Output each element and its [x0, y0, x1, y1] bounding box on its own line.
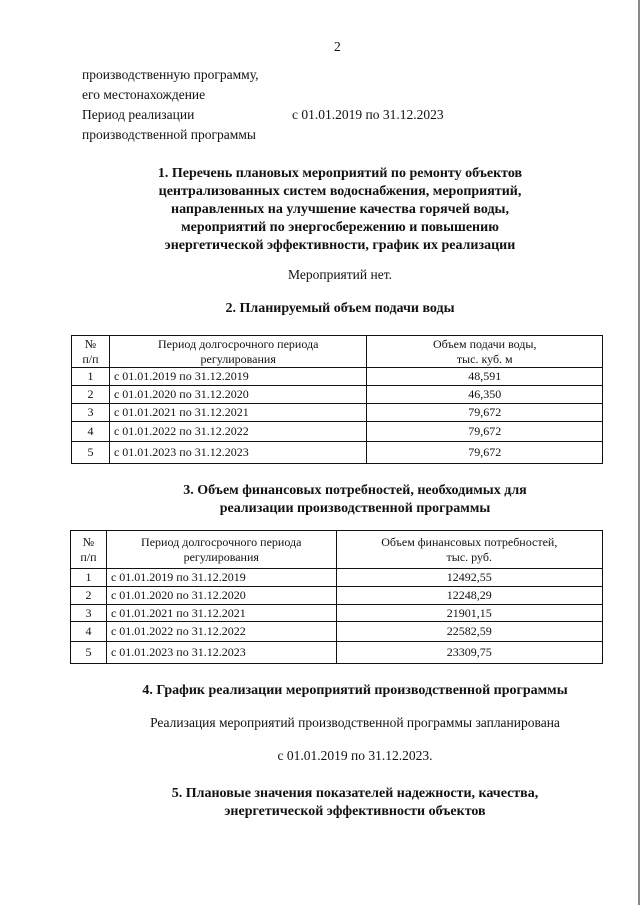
section-4-text-line-2: с 01.01.2019 по 31.12.2023. — [277, 748, 433, 763]
section-3-title — [60, 482, 640, 518]
row-value: 79,672 — [367, 442, 603, 464]
section-3-title-line: 3. Объем финансовых потребностей, необходимых для — [183, 483, 527, 498]
table-row — [71, 569, 603, 587]
table-row — [71, 605, 603, 622]
row-period: с 01.01.2022 по 31.12.2022 — [109, 422, 367, 442]
section-1-title-line: 1. Перечень плановых мероприятий по ремонту объектов — [157, 166, 523, 181]
section-2-title: 2. Планируемый объем подачи воды — [225, 301, 455, 316]
header-text: регулирования — [200, 351, 276, 366]
row-value: 12492,55 — [336, 569, 602, 587]
table-header-row — [71, 531, 603, 569]
header-period — [109, 336, 367, 368]
section-5-title-line: энергетической эффективности объектов — [224, 804, 486, 819]
row-number: 4 — [72, 422, 110, 442]
section-4-title: 4. График реализации мероприятий производственной программы — [142, 683, 568, 698]
section-1-title-line: централизованных систем водоснабжения, мероприятий, — [158, 184, 522, 199]
header-text: п/п — [80, 549, 97, 564]
header-number — [72, 336, 110, 368]
period-value: с 01.01.2019 по 31.12.2023 — [292, 107, 444, 122]
row-value: 21901,15 — [336, 605, 602, 622]
section-5-title-line: 5. Плановые значения показателей надежности, качества, — [171, 786, 539, 801]
section-4-text-line-1: Реализация мероприятий производственной программы запланирована — [150, 715, 560, 730]
header-financial — [336, 531, 602, 569]
row-number: 1 — [71, 569, 107, 587]
row-period: с 01.01.2019 по 31.12.2019 — [106, 569, 336, 587]
section-1-title-line: направленных на улучшение качества горячей воды, — [171, 202, 509, 217]
row-period: с 01.01.2020 по 31.12.2020 — [106, 587, 336, 605]
section-5-title — [60, 785, 640, 821]
table-row — [72, 386, 603, 404]
row-period: с 01.01.2021 по 31.12.2021 — [109, 404, 367, 422]
row-value: 22582,59 — [336, 622, 602, 642]
header-text: тыс. куб. м — [456, 351, 513, 366]
row-number: 4 — [71, 622, 107, 642]
table-row — [72, 422, 603, 442]
row-period: с 01.01.2023 по 31.12.2023 — [109, 442, 367, 464]
header-line-3: Период реализации — [82, 107, 195, 122]
row-period: с 01.01.2021 по 31.12.2021 — [106, 605, 336, 622]
row-value: 48,591 — [367, 368, 603, 386]
table-row — [71, 642, 603, 664]
header-text: Период долгосрочного периода — [158, 336, 319, 351]
row-value: 23309,75 — [336, 642, 602, 664]
section-1-title — [60, 165, 620, 255]
header-number — [71, 531, 107, 569]
section-1-title-line: энергетической эффективности, график их реализации — [164, 238, 516, 253]
row-value: 79,672 — [367, 422, 603, 442]
table-header-row — [72, 336, 603, 368]
row-value: 79,672 — [367, 404, 603, 422]
header-text: Период долгосрочного периода — [141, 534, 302, 549]
row-value: 12248,29 — [336, 587, 602, 605]
row-number: 3 — [71, 605, 107, 622]
table-row — [71, 587, 603, 605]
section-1-text: Мероприятий нет. — [288, 267, 392, 282]
table-row — [71, 622, 603, 642]
header-line-4: производственной программы — [82, 127, 256, 142]
header-period — [106, 531, 336, 569]
header-text: тыс. руб. — [446, 549, 492, 564]
row-number: 5 — [72, 442, 110, 464]
row-period: с 01.01.2023 по 31.12.2023 — [106, 642, 336, 664]
header-line-2: его местонахождение — [82, 87, 206, 102]
header-volume — [367, 336, 603, 368]
table-row — [72, 404, 603, 422]
header-text: Объем финансовых потребностей, — [381, 534, 558, 549]
header-text: регулирования — [183, 549, 259, 564]
header-text: п/п — [82, 351, 99, 366]
section-3-title-line: реализации производственной программы — [219, 501, 491, 516]
row-period: с 01.01.2022 по 31.12.2022 — [106, 622, 336, 642]
row-value: 46,350 — [367, 386, 603, 404]
water-volume-table — [71, 335, 603, 464]
header-text: Объем подачи воды, — [432, 336, 537, 351]
row-number: 2 — [72, 386, 110, 404]
row-number: 5 — [71, 642, 107, 664]
row-period: с 01.01.2019 по 31.12.2019 — [109, 368, 367, 386]
row-number: 2 — [71, 587, 107, 605]
table-row — [72, 442, 603, 464]
row-number: 3 — [72, 404, 110, 422]
section-1-title-line: мероприятий по энергосбережению и повышению — [181, 220, 499, 235]
row-period: с 01.01.2020 по 31.12.2020 — [109, 386, 367, 404]
header-text: № — [84, 336, 97, 351]
page-number: 2 — [334, 39, 341, 54]
header-line-1: производственную программу, — [82, 67, 259, 82]
table-row — [72, 368, 603, 386]
header-text: № — [82, 534, 95, 549]
row-number: 1 — [72, 368, 110, 386]
financial-needs-table — [70, 530, 603, 664]
